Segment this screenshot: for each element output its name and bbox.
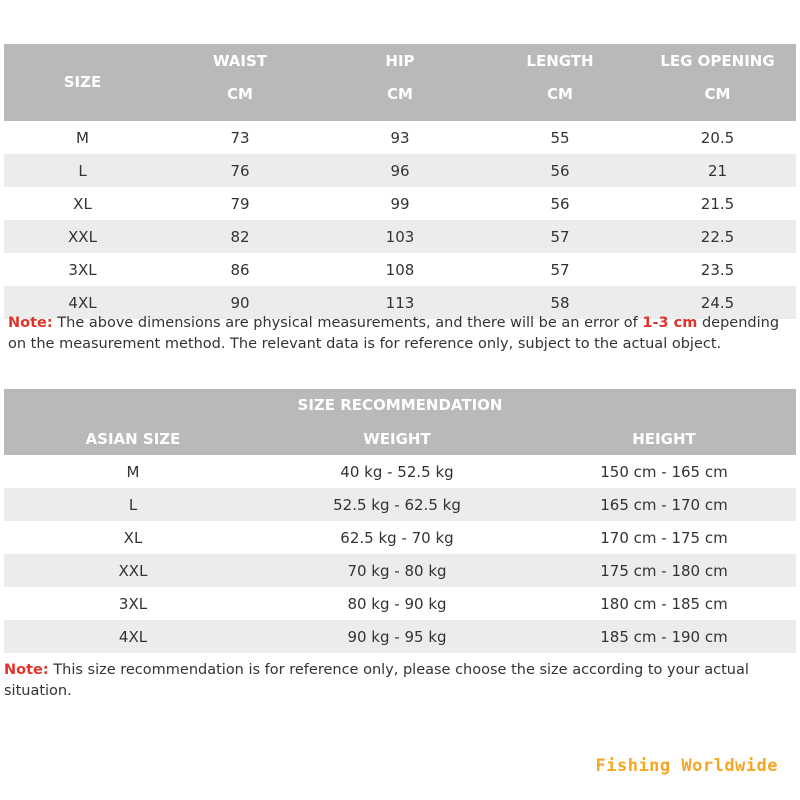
table-row — [4, 488, 796, 521]
size-cell: M — [126, 462, 140, 481]
header-leg-opening: LEG OPENING — [660, 52, 775, 70]
recommendation-title: SIZE RECOMMENDATION — [297, 396, 503, 414]
note-text-after: depending on the measurement method. The relevant data is for reference only, subject to the actual object. — [8, 315, 780, 352]
length-cell: 55 — [550, 128, 570, 147]
leg-opening-cell: 23.5 — [700, 260, 735, 279]
hip-cell: 103 — [385, 227, 415, 246]
height-cell: 165 cm - 170 cm — [600, 495, 728, 514]
size-cell: L — [128, 495, 138, 514]
height-cell: 170 cm - 175 cm — [600, 528, 728, 547]
length-cell: 57 — [550, 227, 570, 246]
size-cell: XXL — [118, 561, 148, 580]
size-cell: 4XL — [118, 627, 148, 646]
header-asian-size: ASIAN SIZE — [85, 429, 181, 448]
table-row — [4, 521, 796, 554]
header-length-unit: CM — [547, 85, 573, 103]
hip-cell: 99 — [390, 194, 410, 213]
brand-watermark: Fishing Worldwide — [595, 756, 778, 776]
note-text-before: The above dimensions are physical measurements, and there will be an error of — [52, 315, 643, 331]
size-recommendation-table — [4, 389, 796, 653]
header-weight: WEIGHT — [363, 429, 431, 448]
note-label: Note: — [8, 315, 53, 331]
weight-cell: 40 kg - 52.5 kg — [340, 462, 454, 481]
leg-opening-cell: 21 — [707, 161, 728, 180]
size-cell: M — [76, 128, 89, 147]
waist-cell: 79 — [230, 194, 250, 213]
height-cell: 175 cm - 180 cm — [600, 561, 728, 580]
table-row — [4, 554, 796, 587]
waist-cell: 76 — [230, 161, 250, 180]
weight-cell: 70 kg - 80 kg — [347, 561, 447, 580]
waist-cell: 86 — [230, 260, 250, 279]
size-cell: L — [78, 161, 87, 180]
recommendation-header — [4, 389, 796, 455]
leg-opening-cell: 24.5 — [700, 293, 735, 312]
length-cell: 58 — [550, 293, 570, 312]
table-row — [4, 253, 796, 286]
leg-opening-cell: 20.5 — [700, 128, 735, 147]
hip-cell: 113 — [385, 293, 415, 312]
hip-cell: 93 — [390, 128, 410, 147]
header-waist-unit: CM — [227, 85, 253, 103]
length-cell: 57 — [550, 260, 570, 279]
table-row — [4, 187, 796, 220]
height-cell: 180 cm - 185 cm — [600, 594, 728, 613]
table-row — [4, 154, 796, 187]
size-cell: 3XL — [68, 260, 97, 279]
weight-cell: 62.5 kg - 70 kg — [340, 528, 454, 547]
weight-cell: 52.5 kg - 62.5 kg — [333, 495, 461, 514]
leg-opening-cell: 22.5 — [700, 227, 735, 246]
weight-cell: 90 kg - 95 kg — [347, 627, 447, 646]
header-length: LENGTH — [526, 52, 594, 70]
header-waist: WAIST — [212, 52, 268, 70]
hip-cell: 96 — [390, 161, 410, 180]
waist-cell: 90 — [230, 293, 250, 312]
length-cell: 56 — [550, 161, 570, 180]
leg-opening-cell: 21.5 — [700, 194, 735, 213]
header-leg-opening-unit: CM — [704, 85, 731, 103]
size-cell: XL — [73, 194, 92, 213]
header-size: SIZE — [63, 73, 102, 91]
size-cell: 3XL — [118, 594, 148, 613]
hip-cell: 108 — [385, 260, 415, 279]
table-row — [4, 587, 796, 620]
header-height: HEIGHT — [632, 429, 696, 448]
size-cell: XXL — [68, 227, 97, 246]
measurement-note — [8, 313, 798, 355]
length-cell: 56 — [550, 194, 570, 213]
table-row — [4, 455, 796, 488]
waist-cell: 82 — [230, 227, 250, 246]
size-chart-header — [4, 44, 796, 121]
height-cell: 185 cm - 190 cm — [600, 627, 728, 646]
table-row — [4, 620, 796, 653]
weight-cell: 80 kg - 90 kg — [347, 594, 447, 613]
header-hip-unit: CM — [387, 85, 413, 103]
waist-cell: 73 — [230, 128, 250, 147]
note-label: Note: — [4, 662, 49, 678]
height-cell: 150 cm - 165 cm — [600, 462, 728, 481]
table-row — [4, 220, 796, 253]
table-row — [4, 121, 796, 154]
recommendation-note — [4, 660, 794, 702]
header-hip: HIP — [385, 52, 415, 70]
note-error-range: 1-3 cm — [642, 315, 698, 331]
note-text: This size recommendation is for reference only, please choose the size according to your actual situation. — [4, 662, 749, 699]
size-cell: 4XL — [68, 293, 97, 312]
size-chart-table — [4, 44, 796, 319]
size-cell: XL — [123, 528, 143, 547]
